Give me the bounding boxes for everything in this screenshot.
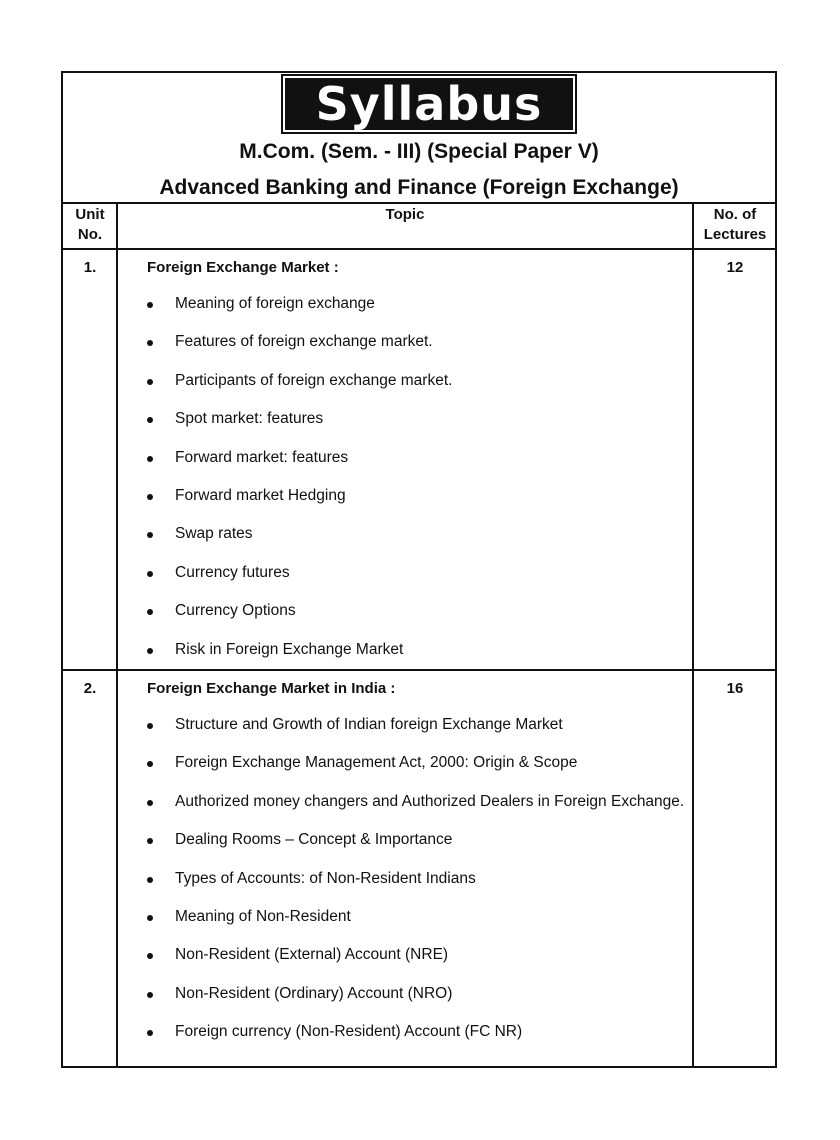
topic-item: [147, 524, 452, 562]
topic-item: [147, 715, 684, 753]
bullet-icon: [147, 340, 153, 346]
bullet-icon: [147, 417, 153, 423]
bullet-icon: [147, 1030, 153, 1036]
topic-item: [147, 409, 452, 447]
topic-text: Participants of foreign exchange market.: [175, 371, 453, 389]
topic-item: [147, 601, 452, 639]
topic-item: [147, 792, 684, 830]
banner-title: Syllabus: [285, 78, 573, 130]
unit-number: 2.: [83, 680, 97, 697]
topic-list: [147, 294, 452, 678]
topic-text: Features of foreign exchange market.: [175, 333, 433, 351]
topic-text: Swap rates: [175, 525, 253, 543]
unit-number: 1.: [83, 259, 97, 276]
topic-text: Currency futures: [175, 563, 290, 581]
bullet-icon: [147, 494, 153, 500]
bullet-icon: [147, 953, 153, 959]
topic-item: [147, 984, 684, 1022]
topic-text: Foreign currency (Non-Resident) Account (FC NR): [175, 1023, 523, 1041]
topic-text: Structure and Growth of Indian foreign Exchange Market: [175, 716, 563, 733]
topic-text: Forward market: features: [175, 448, 349, 466]
bullet-icon: [147, 532, 153, 538]
topic-text: Meaning of Non-Resident: [175, 907, 351, 925]
topic-text: Types of Accounts: of Non-Resident Indians: [175, 869, 476, 887]
bullet-icon: [147, 761, 153, 767]
topic-item: [147, 907, 684, 945]
subject-line: Advanced Banking and Finance (Foreign Exchange): [159, 176, 679, 199]
bullet-icon: [147, 379, 153, 385]
bullet-icon: [147, 571, 153, 577]
topic-item: [147, 486, 452, 524]
unit-row: [63, 250, 775, 671]
topic-item: [147, 869, 684, 907]
bullet-icon: [147, 456, 153, 462]
topic-item: [147, 753, 684, 791]
topic-text: Authorized money changers and Authorized Dealers in Foreign Exchange.: [175, 792, 685, 810]
topic-text: Non-Resident (External) Account (NRE): [175, 946, 449, 964]
bullet-icon: [147, 992, 153, 998]
lecture-count: 12: [726, 259, 744, 276]
topic-item: [147, 945, 684, 983]
syllabus-banner: [281, 74, 577, 134]
topic-text: Risk in Foreign Exchange Market: [175, 640, 404, 658]
syllabus-header: [63, 73, 775, 204]
topic-item: [147, 332, 452, 370]
bullet-icon: [147, 800, 153, 806]
topic-item: [147, 294, 452, 332]
bullet-icon: [147, 609, 153, 615]
topic-text: Foreign Exchange Management Act, 2000: Origin & Scope: [175, 754, 578, 772]
topic-text: Spot market: features: [175, 410, 324, 428]
bullet-icon: [147, 838, 153, 844]
topic-text: Non-Resident (Ordinary) Account (NRO): [175, 984, 453, 1002]
topic-text: Meaning of foreign exchange: [175, 295, 375, 312]
column-header-lectures: No. of Lectures: [693, 204, 777, 250]
topic-text: Forward market Hedging: [175, 486, 346, 504]
lecture-count: 16: [726, 680, 744, 697]
topic-item: [147, 563, 452, 601]
bullet-icon: [147, 723, 153, 729]
topic-item: [147, 371, 452, 409]
unit-title: Foreign Exchange Market :: [147, 259, 339, 276]
column-header-unit: Unit No.: [63, 204, 117, 250]
topic-text: Currency Options: [175, 602, 296, 620]
syllabus-table: [61, 71, 777, 1068]
topic-item: [147, 448, 452, 486]
bullet-icon: [147, 302, 153, 308]
topic-list: [147, 715, 684, 1061]
course-line: M.Com. (Sem. - III) (Special Paper V): [239, 140, 599, 163]
unit-title: Foreign Exchange Market in India :: [147, 680, 396, 697]
topic-text: Dealing Rooms – Concept & Importance: [175, 831, 453, 849]
bullet-icon: [147, 915, 153, 921]
column-header-topic: Topic: [117, 204, 693, 250]
topic-item: [147, 830, 684, 868]
topic-item: [147, 1022, 684, 1060]
unit-row: [63, 671, 775, 1068]
bullet-icon: [147, 877, 153, 883]
bullet-icon: [147, 648, 153, 654]
